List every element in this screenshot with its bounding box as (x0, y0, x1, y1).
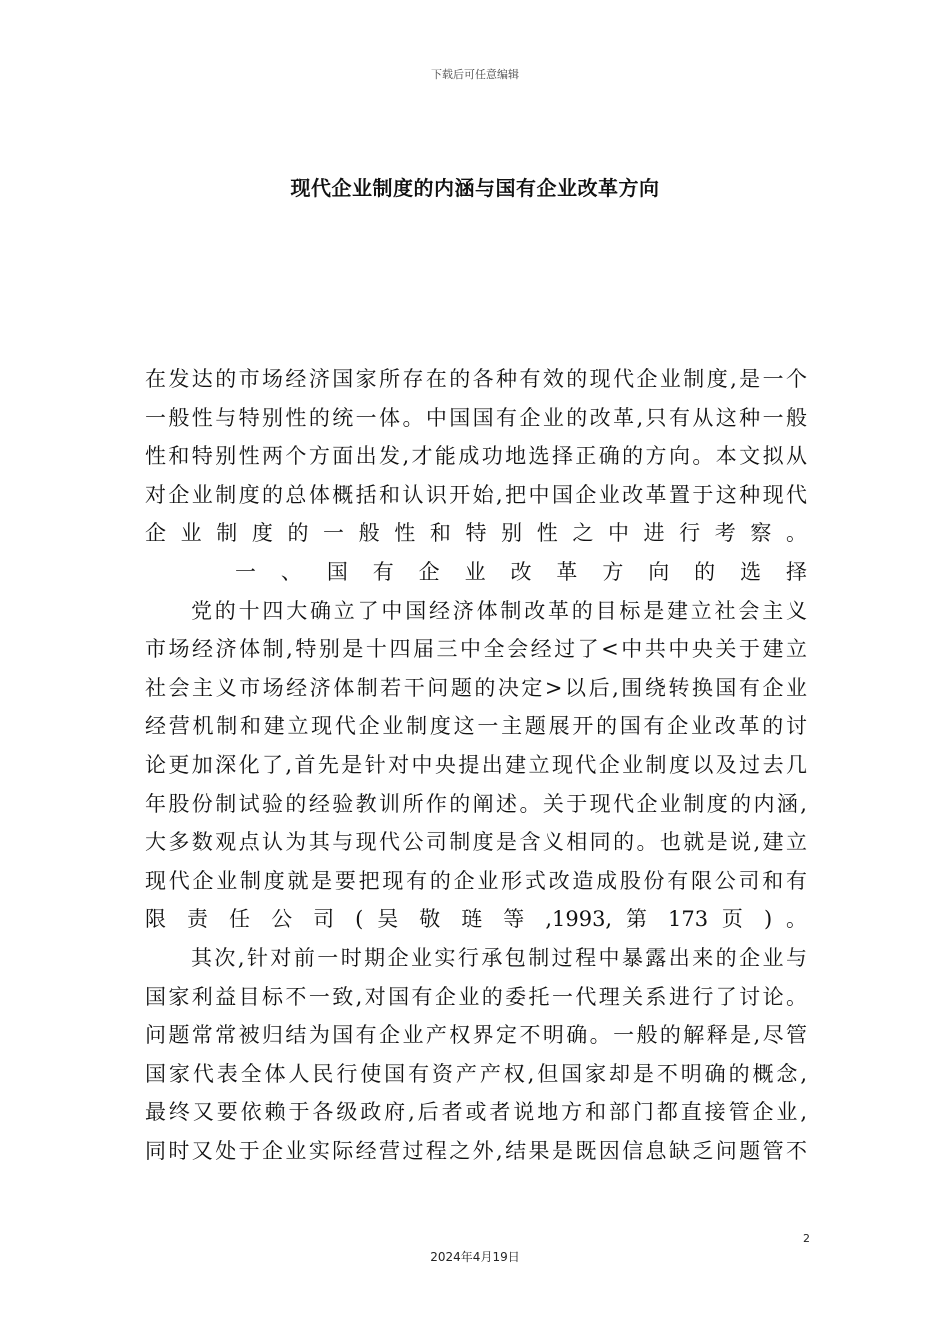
paragraph-line: 大多数观点认为其与现代公司制度是含义相同的。也就是说,建立 (145, 830, 807, 855)
document-body (145, 360, 807, 1170)
paragraph-line: 其次,针对前一时期企业实行承包制过程中暴露出来的企业与 (191, 945, 807, 970)
paragraph-line: 社会主义市场经济体制若干问题的决定>以后,围绕转换国有企业 (145, 675, 807, 700)
paragraph-line: 现代企业制度就是要把现有的企业形式改造成股份有限公司和有 (145, 868, 807, 893)
paragraph-line: 在发达的市场经济国家所存在的各种有效的现代企业制度,是一个 (145, 367, 807, 391)
paragraph-line: 国家利益目标不一致,对国有企业的委托一代理关系进行了讨论。 (145, 984, 807, 1009)
section-heading: 一、国有企业改革方向的选择 (235, 559, 807, 584)
document-title: 现代企业制度的内涵与国有企业改革方向 (290, 176, 660, 200)
paragraph-line: 市场经济体制,特别是十四届三中全会经过了<中共中央关于建立 (145, 637, 807, 662)
paragraph-line: 对企业制度的总体概括和认识开始,把中国企业改革置于这种现代 (145, 482, 807, 507)
paragraph-line: 年股份制试验的经验教训所作的阐述。关于现代企业制度的内涵, (145, 791, 807, 816)
header-note: 下载后可任意编辑 (431, 68, 519, 81)
paragraph-line: 问题常常被归结为国有企业产权界定不明确。一般的解释是,尽管 (145, 1023, 807, 1048)
paragraph-line: 最终又要依赖于各级政府,后者或者说地方和部门都直接管企业, (145, 1100, 807, 1125)
paragraph-line: 党的十四大确立了中国经济体制改革的目标是建立社会主义 (191, 598, 807, 623)
footer-date: 2024年4月19日 (430, 1250, 520, 1264)
paragraph-line: 论更加深化了,首先是针对中央提出建立现代企业制度以及过去几 (145, 752, 807, 777)
paragraph-line: 企业制度的一般性和特别性之中进行考察。 (145, 521, 807, 546)
paragraph-line: 限 责 任 公 司 ( 吴 敬 琏 等 ,1993, 第 173 页 ) 。 (145, 907, 807, 932)
paragraph-line: 国家代表全体人民行使国有资产产权,但国家却是不明确的概念, (145, 1061, 807, 1086)
paragraph-line: 一般性与特别性的统一体。中国国有企业的改革,只有从这种一般 (145, 405, 807, 430)
paragraph-line: 同时又处于企业实际经营过程之外,结果是既因信息缺乏问题管不 (145, 1138, 807, 1163)
page-number: 2 (803, 1232, 810, 1245)
paragraph-line: 经营机制和建立现代企业制度这一主题展开的国有企业改革的讨 (145, 714, 807, 739)
paragraph-line: 性和特别性两个方面出发,才能成功地选择正确的方向。本文拟从 (145, 444, 807, 469)
